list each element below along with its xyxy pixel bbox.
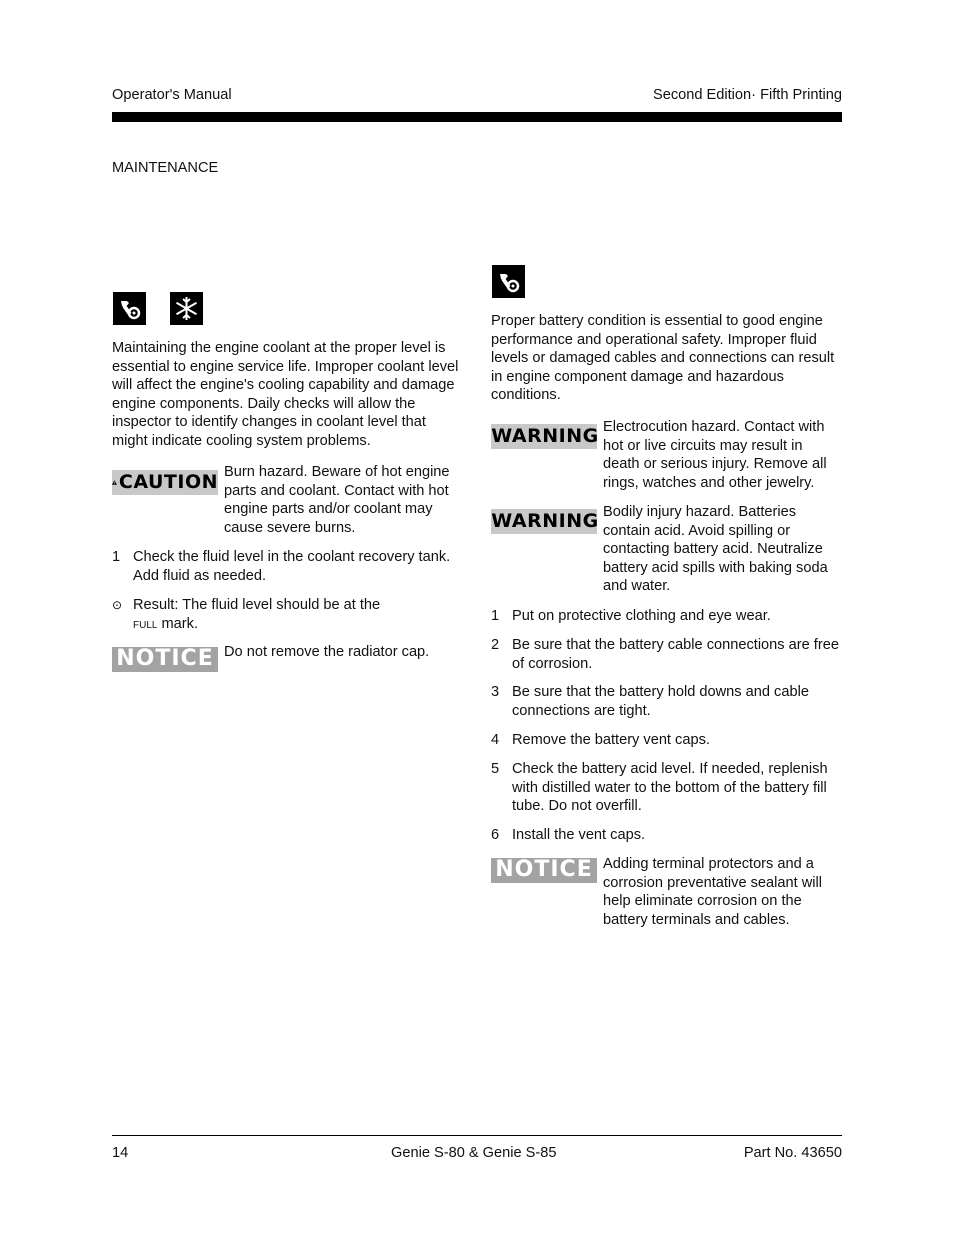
warning-label: WARNING [491, 425, 599, 448]
caution-text: Burn hazard. Beware of hot engine parts and coolant. Contact with hot engine parts and/or coolant may cause severe burns. [224, 464, 450, 536]
result-tail: mark. [157, 615, 198, 632]
page-number: 14 [112, 1145, 129, 1161]
alert-triangle-icon [112, 475, 117, 490]
caution-label: CAUTION [118, 471, 218, 494]
coolant-intro: Maintaining the engine coolant at the proper level is essential to engine service life. Improper coolant level will affect the engine's cooling capability and damage engine components. Daily checks will allow the inspector to identify changes in coolant level that might indicate cooling system problems. [112, 340, 459, 449]
list-item [491, 760, 843, 816]
warning-label: WARNING [491, 510, 599, 533]
header-rule [112, 112, 842, 122]
snowflake-icon [170, 292, 203, 325]
step-number: 3 [491, 684, 500, 700]
notice-badge [112, 647, 218, 672]
notice-label: NOTICE [495, 857, 593, 883]
wrench-gear-icon [113, 292, 146, 325]
footer-part-number: Part No. 43650 [743, 1145, 842, 1161]
step-number: 4 [491, 732, 500, 748]
list-item [491, 607, 843, 626]
step-text: Remove the battery vent caps. [512, 732, 710, 748]
result-full-word: FULL [133, 619, 158, 631]
section-title: MAINTENANCE [112, 160, 219, 176]
warning-badge [491, 424, 597, 449]
notice-text: Do not remove the radiator cap. [224, 644, 430, 660]
step-number: 5 [491, 761, 500, 777]
warning-badge [491, 509, 597, 534]
footer-rule [112, 1135, 842, 1136]
result-item [112, 596, 464, 635]
list-item [112, 548, 464, 585]
footer-model: Genie S-80 & Genie S-85 [391, 1145, 557, 1161]
step-number: 1 [491, 608, 500, 624]
notice-label: NOTICE [116, 646, 214, 672]
step-text: Install the vent caps. [512, 827, 646, 843]
caution-badge [112, 470, 218, 495]
step-text: Check the fluid level in the coolant recovery tank. Add fluid as needed. [133, 549, 451, 584]
list-item [491, 683, 843, 720]
step-number: 1 [112, 549, 121, 565]
step-text: Check the battery acid level. If needed, replenish with distilled water to the bottom of the battery fill tube. Do not overfill. [512, 761, 828, 815]
warning-text: Bodily injury hazard. Batteries contain acid. Avoid spilling or contacting battery acid. Neutralize battery acid spills with baking soda and water. [603, 504, 828, 595]
battery-intro: Proper battery condition is essential to good engine performance and operational safety. Improper fluid levels or damaged cables and connections can result in engine component damage and hazardous conditions. [491, 313, 835, 404]
wrench-gear-icon [492, 265, 525, 298]
step-number: 2 [491, 637, 500, 653]
notice-badge [491, 858, 597, 883]
step-number: 6 [491, 827, 500, 843]
result-icon: ⊙ [112, 598, 123, 612]
list-item [491, 731, 843, 750]
list-item [491, 636, 843, 673]
notice-text: Adding terminal protectors and a corrosion preventative sealant will help eliminate corrosion on the battery terminals and cables. [603, 856, 823, 928]
header-edition: Second Edition· Fifth Printing [652, 87, 842, 103]
step-text: Be sure that the battery hold downs and cable connections are tight. [512, 684, 809, 719]
header-title: Operator's Manual [112, 87, 232, 103]
step-text: Put on protective clothing and eye wear. [512, 608, 771, 624]
result-text: Result: The fluid level should be at the [133, 597, 381, 613]
warning-text: Electrocution hazard. Contact with hot or live circuits may result in death or serious injury. Remove all rings, watches and other jewelry. [603, 419, 827, 491]
step-text: Be sure that the battery cable connections are free of corrosion. [512, 637, 839, 672]
list-item [491, 826, 843, 845]
